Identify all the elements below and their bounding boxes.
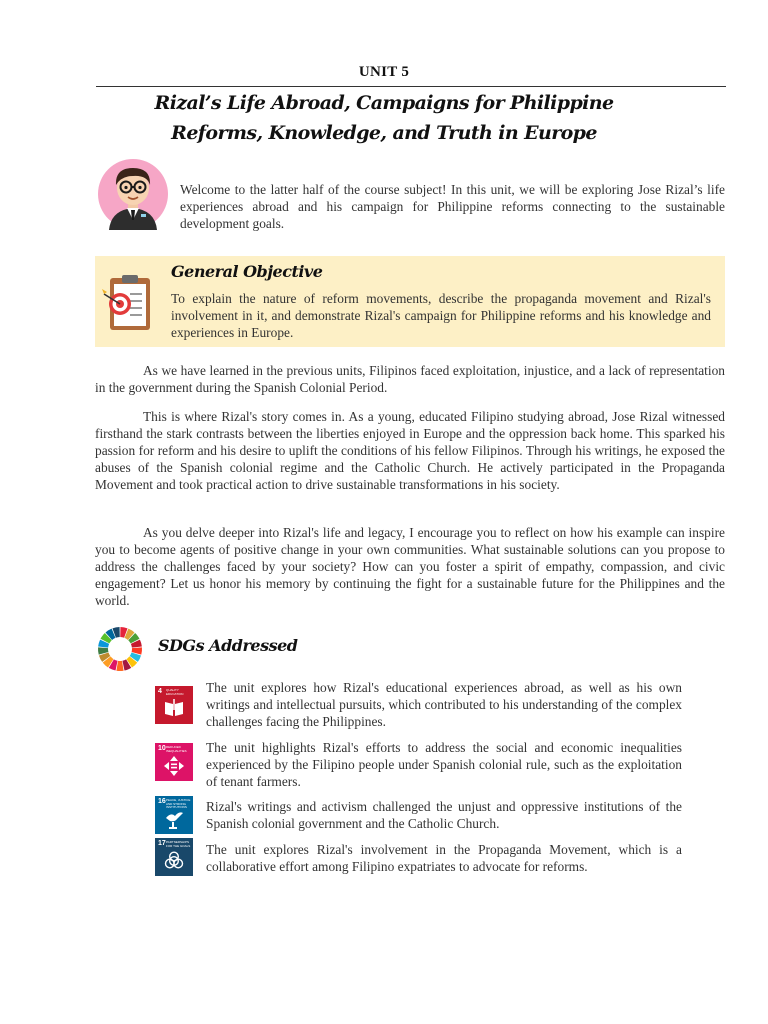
body-paragraph-1: As we have learned in the previous units, Filipinos faced exploitation, injustice, and a lack of representation in the government during the Spanish Colonial Period.: [95, 363, 725, 395]
sdg-16-number: 16: [158, 798, 166, 805]
sdg-4-number: 4: [158, 688, 162, 695]
sdg-10-label: REDUCED INEQUALITIES: [166, 745, 187, 753]
sdg-4-text: The unit explores how Rizal's educational experiences abroad, as well as his own writings and intellectual pursuits, which contributed to his understanding of the complex challenges facing the Philippines.: [206, 680, 682, 729]
objective-heading: General Objective: [171, 262, 323, 281]
clipboard-target-icon: [100, 272, 158, 334]
sdg-17-label: PARTNERSHIPS FOR THE GOALS: [166, 840, 191, 848]
sdg-17-icon: [155, 838, 193, 876]
sdg-16-label: PEACE, JUSTICE AND STRONG INSTITUTIONS: [166, 798, 191, 809]
sdg-17-number: 17: [158, 840, 166, 847]
sdg-4-icon: [155, 686, 193, 724]
intro-text: Welcome to the latter half of the course subject! In this unit, we will be exploring Jose Rizal’s life experiences abroad and his campaign for Philippine reforms connecting to the sustainable development goals.: [180, 182, 725, 231]
objective-text: To explain the nature of reform movements, describe the propaganda movement and Rizal's involvement in it, and demonstrate Rizal's campaign for Philippine reforms and his knowledge and experiences in Europe.: [171, 291, 711, 340]
sdg-4-label: QUALITY EDUCATION: [166, 688, 184, 696]
sdg-10-icon: [155, 743, 193, 781]
title-line-2: Reforms, Knowledge, and Truth in Europe: [171, 122, 597, 144]
sdg-16-text: Rizal's writings and activism challenged the unjust and oppressive institutions of the Spanish colonial government and the Catholic Church.: [206, 799, 682, 831]
page-title: [0, 88, 768, 148]
partnership-icon: [163, 850, 185, 872]
body-paragraph-3: As you delve deeper into Rizal's life and legacy, I encourage you to reflect on how his example can inspire you to become agents of positive change in your own communities. What sustainable solutions can you propose to address the challenges faced by your society? How can you foster a spirit of empathy, compassion, and civic engagement? Let us honor his memory by continuing the fight for a sustainable future for the Philippines and the world.: [95, 525, 725, 608]
sdg-16-icon: [155, 796, 193, 834]
title-rule: [96, 86, 726, 87]
sdg-10-text: The unit highlights Rizal's efforts to address the social and economic inequalities experienced by the Filipino people under Spanish colonial rule, such as the exploitation of tenant farmers.: [206, 740, 682, 789]
equality-icon: [163, 755, 185, 777]
dove-icon: [163, 808, 185, 830]
sdg-17-text: The unit explores Rizal's involvement in the Propaganda Movement, which is a collaborative effort among Filipino expatriates to advocate for reforms.: [206, 842, 682, 874]
sdg-10-number: 10: [158, 745, 166, 752]
title-line-1: Rizal’s Life Abroad, Campaigns for Philippine: [154, 92, 614, 114]
body-paragraph-2: This is where Rizal's story comes in. As a young, educated Filipino studying abroad, Jose Rizal witnessed firsthand the stark contrasts between the liberties enjoyed in Europe and the oppression back home. This sparked his passion for reform and his desire to uplift the conditions of his fellow Filipinos. Through his writings, he exposed the abuses of the Spanish colonial regime and the Catholic Church. He actively participated in the Propaganda Movement and took practical action to drive sustainable transformations in his society.: [95, 409, 725, 492]
teacher-avatar-icon: [97, 158, 169, 230]
sdg-wheel-icon: [97, 626, 143, 672]
unit-label: UNIT 5: [358, 64, 410, 80]
book-icon: [163, 698, 185, 718]
sdg-heading: SDGs Addressed: [158, 636, 298, 655]
